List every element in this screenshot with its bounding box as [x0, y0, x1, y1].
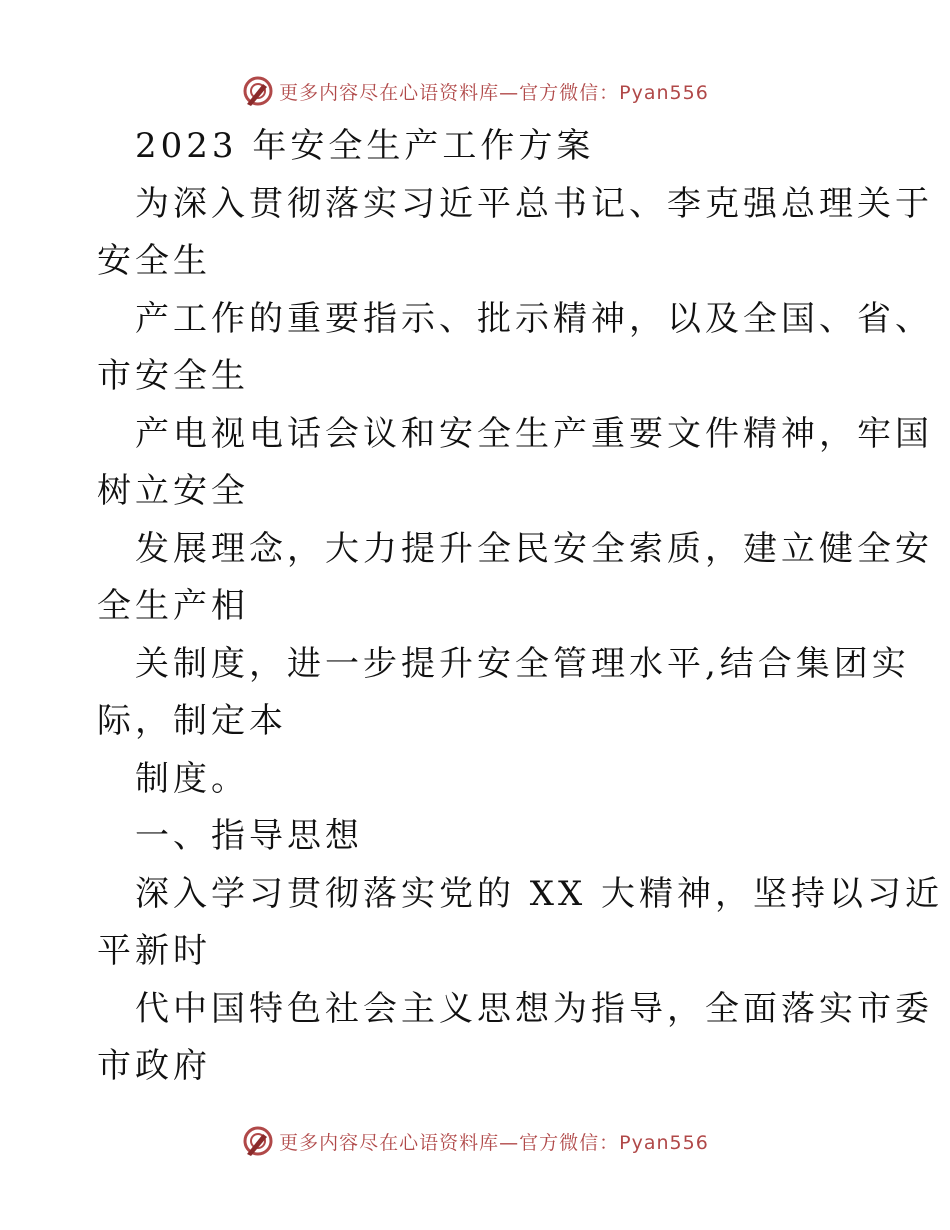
watermark-text: 更多内容尽在心语资料库—官方微信：Pyan556 — [279, 81, 709, 104]
document-line: 树立安全 — [97, 471, 249, 511]
document-line: 关制度，进一步提升安全管理水平,结合集团实 — [135, 643, 910, 684]
header-watermark — [0, 74, 950, 108]
document-line: 深入学习贯彻落实党的 XX 大精神，坚持以习近 — [135, 873, 944, 914]
document-line: 制度。 — [135, 758, 249, 799]
document-line: 为深入贯彻落实习近平总书记、李克强总理关于 — [135, 183, 933, 224]
document-line: 市安全生 — [97, 356, 249, 396]
document-body — [97, 118, 944, 1096]
document-line: 平新时 — [97, 931, 211, 971]
document-line: 一、指导思想 — [135, 816, 363, 856]
document-line: 市政府 — [97, 1046, 211, 1086]
document-line: 发展理念，大力提升全民安全索质，建立健全安 — [135, 528, 933, 569]
document-line: 产电视电话会议和安全生产重要文件精神，牢国 — [135, 413, 933, 454]
pen-logo-icon — [241, 74, 275, 108]
pen-logo-icon — [241, 1124, 275, 1158]
document-line: 全生产相 — [97, 586, 249, 626]
document-line: 际，制定本 — [97, 701, 287, 741]
watermark-text: 更多内容尽在心语资料库—官方微信：Pyan556 — [279, 1131, 709, 1154]
document-line: 产工作的重要指示、批示精神，以及全国、省、 — [135, 298, 933, 339]
document-line: 安全生 — [97, 241, 211, 281]
footer-watermark — [0, 1124, 950, 1158]
document-line: 2023 年安全生产工作方案 — [135, 126, 595, 166]
document-line: 代中国特色社会主义思想为指导，全面落实市委 — [135, 988, 933, 1029]
